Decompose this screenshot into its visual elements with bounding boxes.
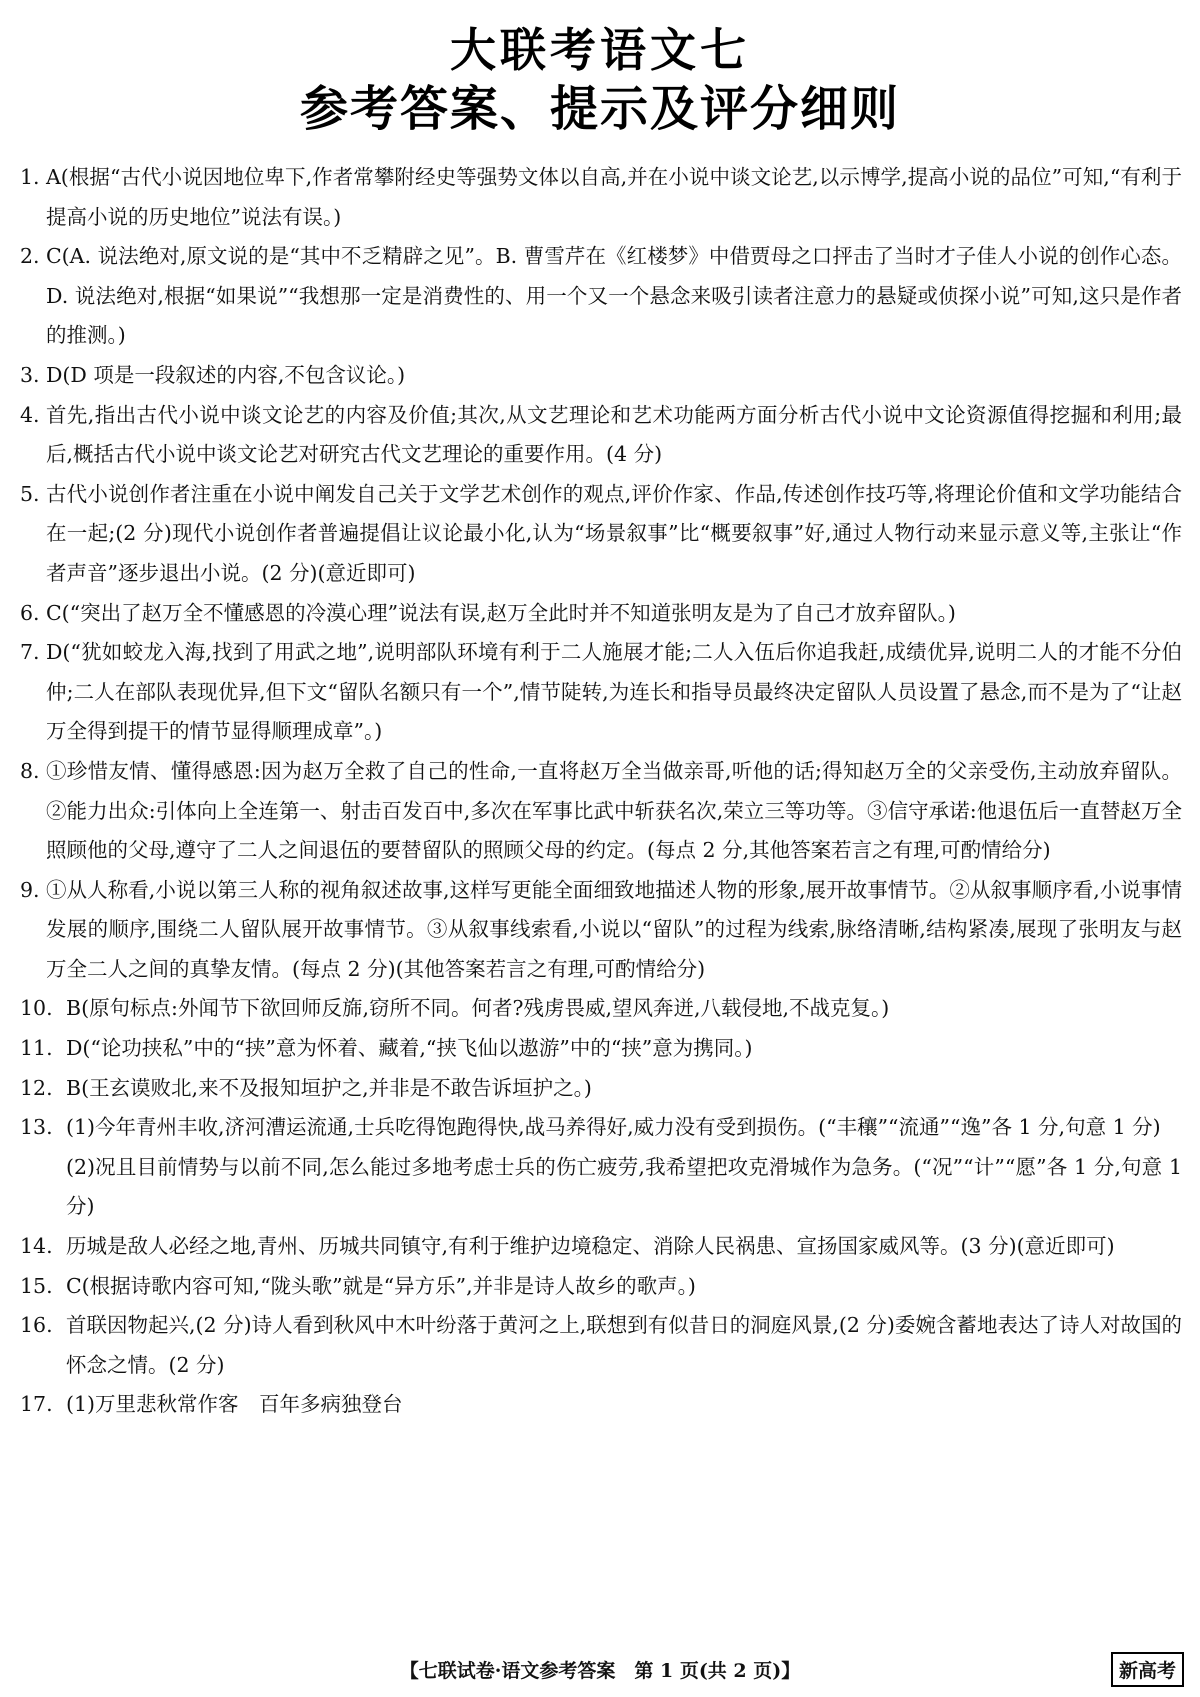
answers-list [20, 158, 1182, 1425]
answer-text: 首先,指出古代小说中谈文论艺的内容及价值;其次,从文艺理论和艺术功能两方面分析古代小说中文论资源值得挖掘和利用;最后,概括古代小说中谈文论艺对研究古代文艺理论的重要作用。(4 分) [46, 402, 1182, 467]
answer-14: 14. 历城是敌人必经之地,青州、历城共同镇守,有利于维护边境稳定、消除人民祸患、宣扬国家威风等。(3 分)(意近即可) [20, 1234, 1115, 1259]
answer-12: 12. B(王玄谟败北,来不及报知垣护之,并非是不敢告诉垣护之。) [20, 1075, 592, 1100]
answer-15: 15. C(根据诗歌内容可知,“陇头歌”就是“异方乐”,并非是诗人故乡的歌声。) [20, 1273, 696, 1298]
answer-text: 首联因物起兴,(2 分)诗人看到秋风中木叶纷落于黄河之上,联想到有似昔日的洞庭风景,(2 分)委婉含蓄地表达了诗人对故国的怀念之情。(2 分) [66, 1313, 1182, 1377]
footer-page-label: 【七联试卷·语文参考答案 第 1 页(共 2 页)】 [399, 1660, 801, 1682]
answer-13-part-2: (2)况且目前情势与以前不同,怎么能过多地考虑士兵的伤亡疲劳,我希望把攻克滑城作为急务。(“况”“计”“愿”各 1 分,句意 1 分) [66, 1154, 1182, 1219]
answer-9: 9. ①从人称看,小说以第三人称的视角叙述故事,这样写更能全面细致地描述人物的形象,展开故事情节。②从叙事顺序看,小说事情发展的顺序,围绕二人留队展开故事情节。③从叙事线索看,小说以“留队”的过程为线索,脉络清晰,结构紧凑,展现了张明友与赵万全二人之间的真挚友情。(每点 2 分)(其他答案若言之有理,可酌情给分) [20, 877, 1182, 981]
document-title: 大联考语文七 [450, 23, 750, 77]
answer-text: C(根据诗歌内容可知,“陇头歌”就是“异方乐”,并非是诗人故乡的歌声。) [66, 1273, 696, 1298]
answer-text: D(“论功挟私”中的“挟”意为怀着、藏着,“挟飞仙以遨游”中的“挟”意为携同。) [66, 1036, 753, 1061]
answer-17: 17. (1)万里悲秋常作客 百年多病独登台 [20, 1392, 403, 1417]
answer-13: 13. (1)今年青州丰收,济河漕运流通,士兵吃得饱跑得快,战马养得好,威力没有受到损伤。(“丰穰”“流通”“逸”各 1 分,句意 1 分) (2)况且目前情势与以前不同,怎么能过多地考虑士兵的伤亡疲劳,我希望把攻克滑城作为急务。(“况”“计”“愿”各 1 分,句意 1 分) [20, 1108, 1182, 1227]
answer-1: 1. A(根据“古代小说因地位卑下,作者常攀附经史等强势文体以自高,并在小说中谈文论艺,以示博学,提高小说的品位”可知,“有利于提高小说的历史地位”说法有误。) [20, 165, 1182, 229]
answer-10: 10. B(原句标点:外闻节下欲回师反旆,窃所不同。何者?残虏畏威,望风奔迸,八载侵地,不战克复。) [20, 996, 890, 1021]
answer-8: 8. ①珍惜友情、懂得感恩:因为赵万全救了自己的性命,一直将赵万全当做亲哥,听他的话;得知赵万全的父亲受伤,主动放弃留队。②能力出众:引体向上全连第一、射击百发百中,多次在军事比武中斩获名次,荣立三等功等。③信守承诺:他退伍后一直替赵万全照顾他的父母,遵守了二人之间退伍的要替留队的照顾父母的约定。(每点 2 分,其他答案若言之有理,可酌情给分) [20, 758, 1182, 863]
answer-3: 3. D(D 项是一段叙述的内容,不包含议论。) [20, 362, 406, 387]
answer-11: 11. D(“论功挟私”中的“挟”意为怀着、藏着,“挟飞仙以遨游”中的“挟”意为携同。) [20, 1036, 753, 1061]
answer-text: 历城是敌人必经之地,青州、历城共同镇守,有利于维护边境稳定、消除人民祸患、宣扬国家威风等。(3 分)(意近即可) [66, 1234, 1115, 1259]
answer-2: 2. C(A. 说法绝对,原文说的是“其中不乏精辟之见”。B. 曹雪芹在《红楼梦》中借贾母之口抨击了当时才子佳人小说的创作心态。D. 说法绝对,根据“如果说”“我想那一定是消费性的、用一个又一个悬念来吸引读者注意力的悬疑或侦探小说”可知,这只是作者的推测。) [20, 244, 1182, 348]
answer-text: C(A. 说法绝对,原文说的是“其中不乏精辟之见”。B. 曹雪芹在《红楼梦》中借贾母之口抨击了当时才子佳人小说的创作心态。D. 说法绝对,根据“如果说”“我想那一定是消费性的、用一个又一个悬念来吸引读者注意力的悬疑或侦探小说”可知,这只是作者的推测。) [46, 244, 1182, 348]
answer-4: 4. 首先,指出古代小说中谈文论艺的内容及价值;其次,从文艺理论和艺术功能两方面分析古代小说中文论资源值得挖掘和利用;最后,概括古代小说中谈文论艺对研究古代文艺理论的重要作用。(4 分) [20, 402, 1182, 467]
exam-type-badge: 新高考 [1111, 1652, 1184, 1687]
answer-5: 5. 古代小说创作者注重在小说中阐发自己关于文学艺术创作的观点,评价作家、作品,传述创作技巧等,将理论价值和文学功能结合在一起;(2 分)现代小说创作者普遍提倡让议论最小化,认为“场景叙事”比“概要叙事”好,通过人物行动来显示意义等,主张让“作者声音”逐步退出小说。(2 分)(意近即可) [20, 481, 1182, 585]
document-subtitle: 参考答案、提示及评分细则 [299, 81, 900, 137]
answer-text: D(“犹如蛟龙入海,找到了用武之地”,说明部队环境有利于二人施展才能;二人入伍后你追我赶,成绩优异,说明二人的才能不分伯仲;二人在部队表现优异,但下文“留队名额只有一个”,情节陡转,为连长和指导员最终决定留队人员设置了悬念,而不是为了“让赵万全得到提干的情节显得顺理成章”。) [46, 640, 1182, 744]
answer-text: D(D 项是一段叙述的内容,不包含议论。) [46, 362, 406, 387]
answer-7: 7. D(“犹如蛟龙入海,找到了用武之地”,说明部队环境有利于二人施展才能;二人入伍后你追我赶,成绩优异,说明二人的才能不分伯仲;二人在部队表现优异,但下文“留队名额只有一个”,情节陡转,为连长和指导员最终决定留队人员设置了悬念,而不是为了“让赵万全得到提干的情节显得顺理成章”。) [20, 640, 1182, 744]
answer-text: C(“突出了赵万全不懂感恩的冷漠心理”说法有误,赵万全此时并不知道张明友是为了自己才放弃留队。) [46, 600, 956, 625]
page-footer [0, 1652, 1200, 1686]
answer-text: B(原句标点:外闻节下欲回师反旆,窃所不同。何者?残虏畏威,望风奔迸,八载侵地,不战克复。) [66, 996, 890, 1021]
answer-13-part-1: (1)今年青州丰收,济河漕运流通,士兵吃得饱跑得快,战马养得好,威力没有受到损伤。(“丰穰”“流通”“逸”各 1 分,句意 1 分) [66, 1115, 1161, 1140]
answer-text: ①从人称看,小说以第三人称的视角叙述故事,这样写更能全面细致地描述人物的形象,展开故事情节。②从叙事顺序看,小说事情发展的顺序,围绕二人留队展开故事情节。③从叙事线索看,小说以“留队”的过程为线索,脉络清晰,结构紧凑,展现了张明友与赵万全二人之间的真挚友情。(每点 2 分)(其他答案若言之有理,可酌情给分) [46, 877, 1182, 981]
answer-text: 古代小说创作者注重在小说中阐发自己关于文学艺术创作的观点,评价作家、作品,传述创作技巧等,将理论价值和文学功能结合在一起;(2 分)现代小说创作者普遍提倡让议论最小化,认为“场景叙事”比“概要叙事”好,通过人物行动来显示意义等,主张让“作者声音”逐步退出小说。(2 分)(意近即可) [46, 481, 1182, 585]
answer-text: (1)万里悲秋常作客 百年多病独登台 [66, 1392, 403, 1417]
answer-6: 6. C(“突出了赵万全不懂感恩的冷漠心理”说法有误,赵万全此时并不知道张明友是为了自己才放弃留队。) [20, 600, 956, 625]
answer-text: B(王玄谟败北,来不及报知垣护之,并非是不敢告诉垣护之。) [66, 1075, 592, 1100]
answer-text: A(根据“古代小说因地位卑下,作者常攀附经史等强势文体以自高,并在小说中谈文论艺,以示博学,提高小说的品位”可知,“有利于提高小说的历史地位”说法有误。) [46, 165, 1182, 229]
answer-16: 16. 首联因物起兴,(2 分)诗人看到秋风中木叶纷落于黄河之上,联想到有似昔日的洞庭风景,(2 分)委婉含蓄地表达了诗人对故国的怀念之情。(2 分) [20, 1313, 1182, 1377]
answer-text: ①珍惜友情、懂得感恩:因为赵万全救了自己的性命,一直将赵万全当做亲哥,听他的话;得知赵万全的父亲受伤,主动放弃留队。②能力出众:引体向上全连第一、射击百发百中,多次在军事比武中斩获名次,荣立三等功等。③信守承诺:他退伍后一直替赵万全照顾他的父母,遵守了二人之间退伍的要替留队的照顾父母的约定。(每点 2 分,其他答案若言之有理,可酌情给分) [46, 758, 1182, 863]
